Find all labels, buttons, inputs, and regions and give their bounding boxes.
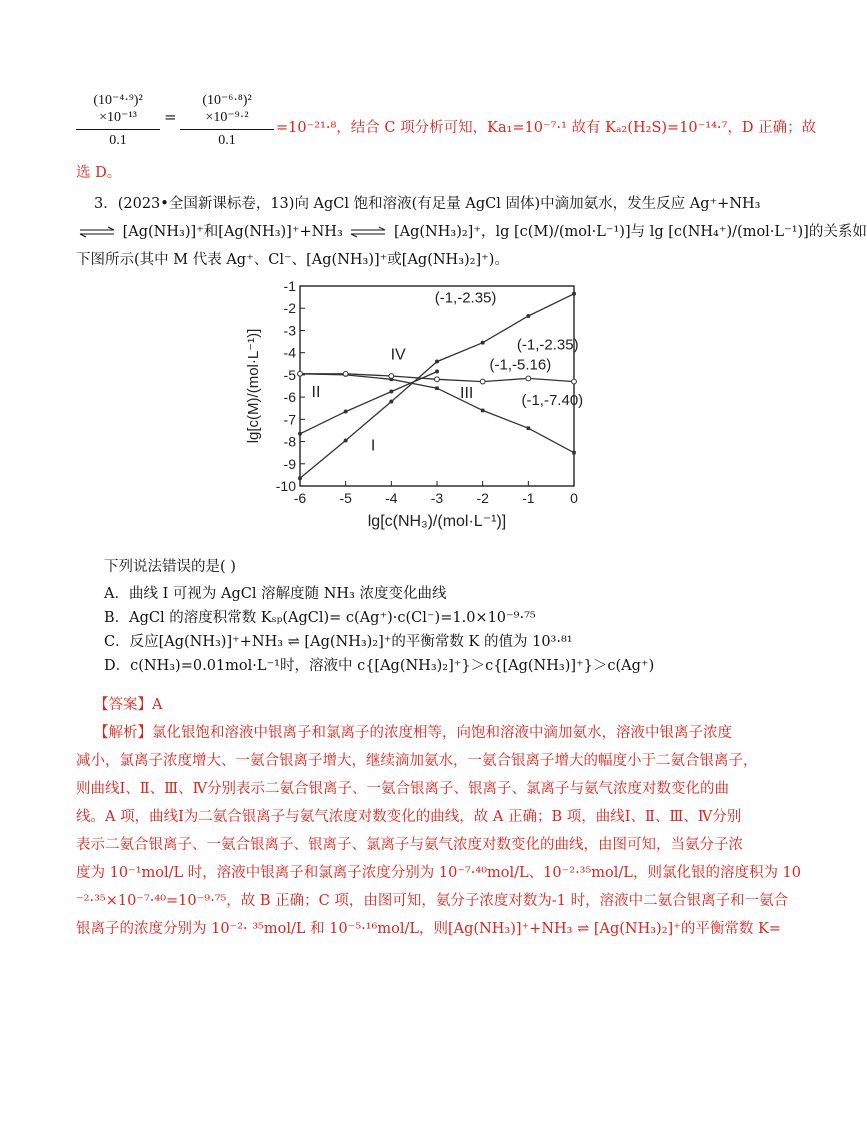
y-tick-label: -8 [283,433,296,450]
analysis-line: 表示二氨合银离子、一氨合银离子、银离子、氯离子与氨气浓度对数变化的曲线，由图可知，当氨分子浓 [76,837,743,853]
analysis-line: 【解析】氯化银饱和溶液中银离子和氯离子的浓度相等，向饱和溶液中滴加氨水，溶液中银离子浓度 [94,725,732,741]
question-line-1: 3．(2023•全国新课标卷，13)向 AgCl 饱和溶液(有足量 AgCl 固体)中滴加氨水，发生反应 Ag⁺+NH₃ [94,196,761,212]
data-point-i [435,360,439,364]
y-tick-label: -6 [283,389,296,406]
data-point-iii [527,426,531,430]
data-point-iv [298,371,303,376]
answer: 【答案】A [94,697,163,713]
x-tick-label: -5 [339,490,352,506]
y-tick-label: -1 [283,278,296,294]
fraction-2-denominator: 0.1 [218,133,236,148]
question-line-2-part-b: [Ag(NH₃)₂]⁺，lg [c(M)/(mol·L⁻¹)]与 lg [c(NH₄⁺)/(mol·L⁻¹)]的关系如 [393,224,867,240]
prev-solution-tail-2: 选 D。 [76,165,122,181]
data-point-i [298,476,302,480]
fraction-1 [76,92,160,149]
x-tick-label: -2 [476,490,489,506]
point-annotation: (-1,-2.35) [516,336,579,354]
y-axis-label: lg[c(M)/(mol·L⁻¹)] [245,328,262,444]
data-point-i [572,292,576,296]
data-point-iii [435,386,439,390]
fraction-2-numerator: (10⁻⁶·⁸)² ×10⁻⁹·² [202,93,252,125]
fraction-1-numerator: (10⁻⁴·⁹)² ×10⁻¹³ [93,93,143,125]
equilibrium-arrow-icon [351,227,385,237]
data-point-iii [572,451,576,455]
analysis-line: 线。A 项，曲线Ⅰ为二氨合银离子与氨气浓度对数变化的曲线，故 A 正确；B 项，曲线Ⅰ、Ⅱ、Ⅲ、Ⅳ分别 [76,809,742,825]
point-annotation: (-1,-5.16) [489,356,552,374]
analysis-line: 银离子的浓度分别为 10⁻²· ³⁵mol/L 和 10⁻⁵·¹⁶mol/L，则[Ag(NH₃)]⁺+NH₃ ⇌ [Ag(NH₃)₂]⁺的平衡常数 K= [76,921,781,937]
data-point-ii [389,390,393,394]
option-b: B．AgCl 的溶度积常数 Kₛₚ(AgCl)= c(Ag⁺)·c(Cl⁻)=1.0×10⁻⁹·⁷⁵ [104,610,536,626]
y-tick-label: -7 [283,411,296,428]
fraction-2 [180,92,274,149]
data-point-iv [389,374,394,379]
data-point-ii [435,370,439,374]
plot-frame [300,286,574,486]
question-line-3: 下图所示(其中 M 代表 Ag⁺、Cl⁻、[Ag(NH₃)]⁺或[Ag(NH₃)₂]⁺)。 [76,252,509,268]
x-tick-label: 0 [570,490,578,506]
y-tick-label: -3 [283,322,296,339]
prev-solution-tail: =10⁻²¹·⁸，结合 C 项分析可知，Ka₁=10⁻⁷·¹ 故有 Kₐ₂(H₂S)=10⁻¹⁴·⁷，D 正确；故 [276,120,817,136]
equals-sign: = [164,108,177,126]
question-prompt: 下列说法错误的是( ) [104,559,236,575]
option-c: C．反应[Ag(NH₃)]⁺+NH₃ ⇌ [Ag(NH₃)₂]⁺的平衡常数 K 的值为 10³·⁸¹ [104,634,573,650]
y-tick-label: -5 [283,366,296,383]
y-tick-label: -4 [283,344,296,361]
analysis-line: 则曲线Ⅰ、Ⅱ、Ⅲ、Ⅳ分别表示二氨合银离子、一氨合银离子、银离子、氯离子与氨气浓度对数变化的曲 [76,781,730,797]
data-point-iv [343,371,348,376]
data-point-ii [344,410,348,414]
data-point-i [481,341,485,345]
chart [240,278,584,538]
y-tick-label: -10 [275,478,296,494]
point-annotation: (-1,-7.40) [521,391,584,409]
analysis-line: 度为 10⁻¹mol/L 时，溶液中银离子和氯离子浓度分别为 10⁻⁷·⁴⁰mol/L、10⁻²·³⁵mol/L，则氯化银的溶度积为 10 [76,865,801,881]
data-point-i [526,314,530,318]
y-tick-label: -9 [283,455,296,472]
point-annotation: (-1,-2.35) [434,289,497,307]
curve-label: IV [390,346,406,364]
question-line-2-part-a: [Ag(NH₃)]⁺和[Ag(NH₃)]⁺+NH₃ [122,224,343,240]
data-point-i [344,438,348,442]
data-point-iv [480,379,485,384]
y-tick-label: -2 [283,300,296,317]
x-axis-label: lg[c(NH₃)/(mol·L⁻¹)] [367,513,507,530]
option-a: A．曲线 I 可视为 AgCl 溶解度随 NH₃ 浓度变化曲线 [104,586,447,602]
series-line-ii [300,372,437,434]
fraction-1-bar [76,129,160,130]
option-d: D．c(NH₃)=0.01mol·L⁻¹时，溶液中 c{[Ag(NH₃)₂]⁺}＞c{[Ag(NH₃)]⁺}＞c(Ag⁺) [104,658,655,674]
question-line-2 [76,217,867,247]
analysis-line: ⁻²·³⁵×10⁻⁷·⁴⁰=10⁻⁹·⁷⁵，故 B 正确；C 项，由图可知，氨分子浓度对数为-1 时，溶液中二氨合银离子和一氨合 [76,893,789,909]
x-tick-label: -6 [293,490,307,506]
curve-label: II [311,384,321,402]
data-point-ii [298,432,302,436]
x-tick-label: -1 [522,490,535,506]
x-tick-label: -4 [385,490,398,506]
data-point-i [389,400,393,404]
data-point-iv [572,379,577,384]
data-point-iv [526,376,531,381]
data-point-iii [481,409,485,413]
curve-label: III [460,385,474,403]
x-tick-label: -3 [430,490,444,506]
fraction-2-bar [180,129,274,130]
equilibrium-arrow-icon [80,227,114,237]
fraction-1-denominator: 0.1 [109,133,127,148]
series-line-i [300,294,574,478]
data-point-iv [435,377,440,382]
analysis-line: 减小，氯离子浓度增大、一氨合银离子增大，继续滴加氨水，一氨合银离子增大的幅度小于二氨合银离子， [76,753,758,769]
curve-label: I [370,437,376,455]
